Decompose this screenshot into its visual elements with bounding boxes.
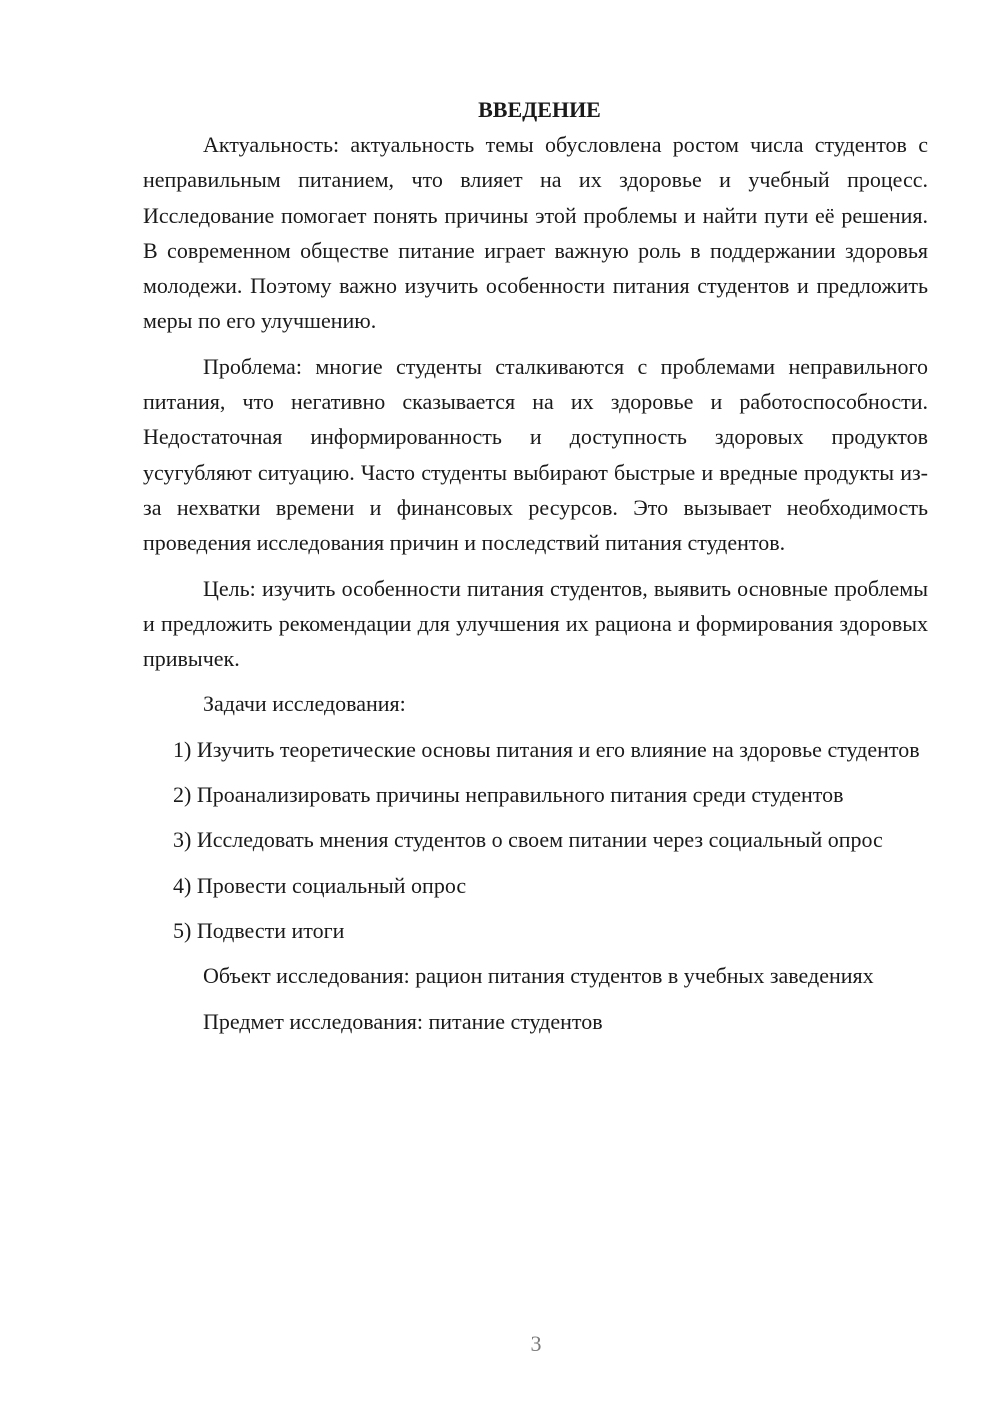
task-item: 3) Исследовать мнения студентов о своем питании через социальный опрос — [173, 827, 883, 853]
goal-paragraph: Цель: изучить особенности питания студентов, выявить основные проблемы и предложить рекомендации для улучшения их рациона и формирования здоровых привычек. — [143, 575, 928, 672]
tasks-list — [143, 732, 928, 948]
document-page — [143, 93, 928, 1049]
task-item: 4) Провести социальный опрос — [173, 872, 467, 898]
object-paragraph: Объект исследования: рацион питания студентов в учебных заведениях — [203, 963, 874, 989]
page-title: ВВЕДЕНИЕ — [478, 97, 601, 122]
relevance-paragraph: Актуальность: актуальность темы обусловлена ростом числа студентов с неправильным питанием, что влияет на их здоровье и учебный процесс. Исследование помогает понять причины этой проблемы и найти пути её решения. В современном обществе питание играет важную роль в поддержании здоровья молодежи. Поэтому важно изучить особенности питания студентов и предложить меры по его улучшению. — [143, 132, 928, 334]
task-item: 2) Проанализировать причины неправильного питания среди студентов — [173, 782, 844, 808]
problem-paragraph: Проблема: многие студенты сталкиваются с проблемами неправильного питания, что негативно сказывается на их здоровье и работоспособности. Недостаточная информированность и доступность здоровых продуктов усугубляют ситуацию. Часто студенты выбирают быстрые и вредные продукты из-за нехватки времени и финансовых ресурсов. Это вызывает необходимость проведения исследования причин и последствий питания студентов. — [143, 353, 928, 556]
page-number: 3 — [530, 1331, 542, 1356]
subject-paragraph: Предмет исследования: питание студентов — [203, 1008, 603, 1034]
tasks-heading: Задачи исследования: — [203, 691, 406, 717]
task-item: 1) Изучить теоретические основы питания и его влияние на здоровье студентов — [173, 736, 920, 762]
task-item: 5) Подвести итоги — [173, 917, 345, 943]
